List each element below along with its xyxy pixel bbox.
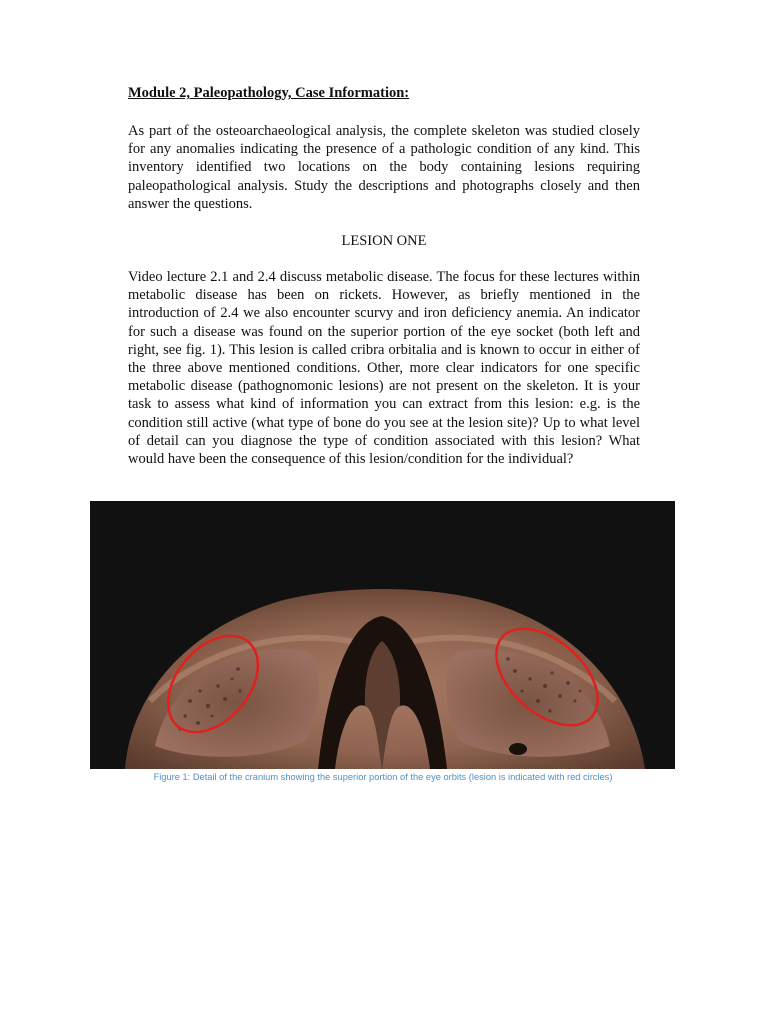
figure-caption: Figure 1: Detail of the cranium showing the superior portion of the eye orbits (lesion is indicated with red circles) <box>153 772 613 782</box>
section-heading: LESION ONE <box>341 233 427 250</box>
intro-paragraph: As part of the osteoarchaeological analysis, the complete skeleton was studied closely for any anomalies indicating the presence of a pathologic condition of any kind. This inventory identified two locations on the body containing lesions requiring paleopathological analysis. Study the descriptions and photographs closely and then answer the questions. <box>128 123 640 212</box>
foramen <box>509 743 527 755</box>
lesion-paragraph: Video lecture 2.1 and 2.4 discuss metabolic disease. The focus for these lectures within metabolic disease has been on rickets. However, as briefly mentioned in the introduction of 2.4 we also encounter scurvy and iron deficiency anemia. An indicator for such a disease was found on the superior portion of the eye socket (both left and right, see fig. 1). This lesion is called cribra orbitalia and is known to occur in either of the three above mentioned conditions. Other, more clear indicators for one specific metabolic disease (pathognomonic lesions) are not present on the skeleton. It is your task to assess what kind of information you can extract from this lesion: e.g. is the condition still active (what type of bone do you see at the lesion site)? Up to what level of detail can you diagnose the type of condition associated with this lesion? What would have been the consequence of this lesion/condition for the individual? <box>128 269 640 468</box>
cranium-illustration <box>90 501 675 769</box>
cranium-photo <box>90 501 675 769</box>
document-title: Module 2, Paleopathology, Case Information: <box>128 85 410 101</box>
document-body <box>128 84 640 468</box>
